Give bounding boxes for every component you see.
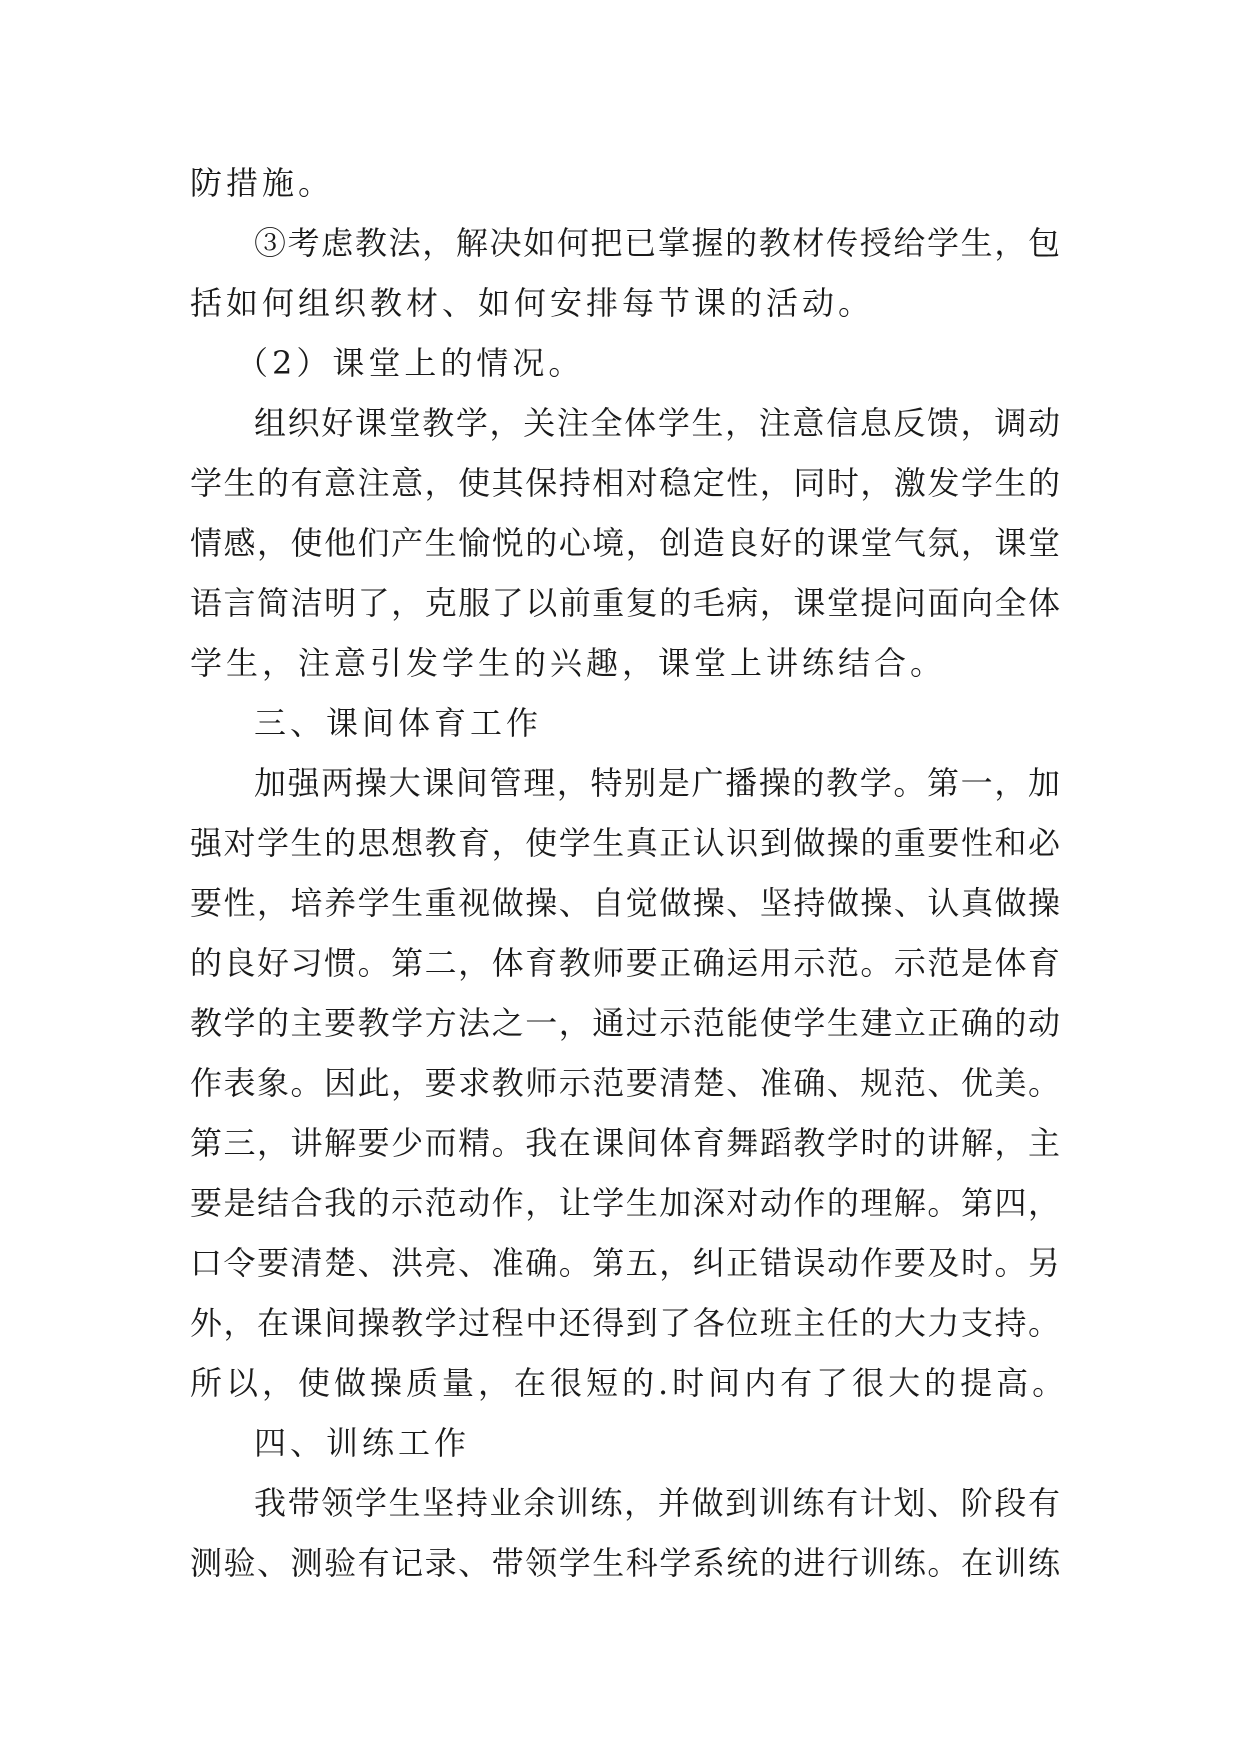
text-line: 要性，培养学生重视做操、自觉做操、坚持做操、认真做操 — [190, 884, 1060, 922]
text-line: 要是结合我的示范动作，让学生加深对动作的理解。第四， — [190, 1184, 1060, 1222]
text-line: 学生的有意注意，使其保持相对稳定性，同时，激发学生的 — [190, 464, 1060, 502]
text-line: 作表象。因此，要求教师示范要清楚、准确、规范、优美。 — [190, 1064, 1060, 1102]
text-line: 教学的主要教学方法之一，通过示范能使学生建立正确的动 — [190, 1004, 1060, 1042]
section-heading: 三、课间体育工作 — [254, 704, 543, 742]
section-heading: 四、训练工作 — [254, 1424, 471, 1462]
text-line: 防措施。 — [190, 164, 335, 202]
text-line: 测验、测验有记录、带领学生科学系统的进行训练。在训练 — [190, 1544, 1060, 1582]
text-line: 外，在课间操教学过程中还得到了各位班主任的大力支持。 — [190, 1304, 1060, 1342]
text-line: 强对学生的思想教育，使学生真正认识到做操的重要性和必 — [190, 824, 1060, 862]
text-line: 组织好课堂教学，关注全体学生，注意信息反馈，调动 — [254, 404, 1060, 442]
subheading: （2）课堂上的情况。 — [236, 344, 585, 382]
text-line: 口令要清楚、洪亮、准确。第五，纠正错误动作要及时。另 — [190, 1244, 1060, 1282]
text-line: 语言简洁明了，克服了以前重复的毛病，课堂提问面向全体 — [190, 584, 1060, 622]
text-line: 情感，使他们产生愉悦的心境，创造良好的课堂气氛，课堂 — [190, 524, 1060, 562]
text-line: 我带领学生坚持业余训练，并做到训练有计划、阶段有 — [254, 1484, 1060, 1522]
text-line: 的良好习惯。第二，体育教师要正确运用示范。示范是体育 — [190, 944, 1060, 982]
text-line: ③考虑教法，解决如何把已掌握的教材传授给学生，包 — [254, 224, 1060, 262]
text-line: 加强两操大课间管理，特别是广播操的教学。第一，加 — [254, 764, 1060, 802]
text-line: 括如何组织教材、如何安排每节课的活动。 — [190, 284, 875, 322]
text-line: 学生，注意引发学生的兴趣，课堂上讲练结合。 — [190, 644, 947, 682]
text-line: 所以，使做操质量，在很短的.时间内有了很大的提高。 — [190, 1364, 1069, 1402]
text-line: 第三，讲解要少而精。我在课间体育舞蹈教学时的讲解，主 — [190, 1124, 1060, 1162]
